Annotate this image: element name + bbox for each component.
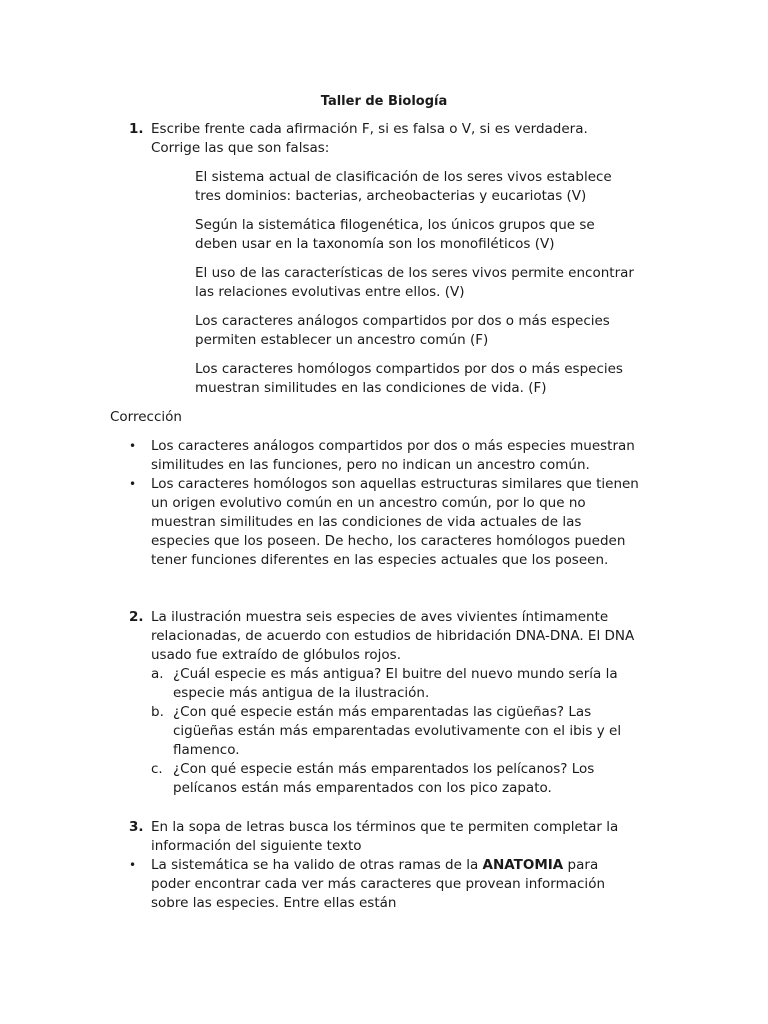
fill-in-text-after: para poder encontrar cada ver más caracteres que provean información sobre las especies. Entre ellas están [151,857,606,911]
question-1-text: Escribe frente cada afirmación F, si es falsa o V, si es verdadera. Corrige las que son falsas: [151,121,588,156]
bullet-icon: • [129,439,137,453]
sub-question-label: a. [151,666,164,682]
bullet-icon: • [129,858,137,872]
statement: El sistema actual de clasificación de los seres vivos establece tres dominios: bacterias, archeobacterias y eucariotas (V) [195,169,612,204]
statement-list [195,168,635,408]
sub-question-text: ¿Con qué especie están más emparentadas las cigüeñas? Las cigüeñas están más emparentadas evolutivamente con el ibis y el flamenco. [173,704,622,758]
page-title: Taller de Biología [320,94,448,109]
fill-in-keyword: ANATOMIA [482,857,564,873]
sub-question-text: ¿Con qué especie están más emparentados los pelícanos? Los pelícanos están más emparentados con los pico zapato. [173,761,595,796]
correction-item [129,437,639,475]
question-2-number: 2. [129,609,144,625]
sub-question-label: b. [151,704,164,720]
question-3-number: 3. [129,819,144,835]
question-1-number: 1. [129,121,144,137]
sub-question-label: c. [151,761,163,777]
correction-list [129,437,639,570]
correction-text: Los caracteres análogos compartidos por dos o más especies muestran similitudes en las funciones, pero no indican un ancestro común. [151,438,635,473]
correction-item [129,475,639,570]
fill-in-item [129,856,639,913]
statement: Según la sistemática filogenética, los únicos grupos que se deben usar en la taxonomía son los monofiléticos (V) [195,217,595,252]
statement: Los caracteres homólogos compartidos por dos o más especies muestran similitudes en las condiciones de vida. (F) [195,361,623,396]
correction-text: Los caracteres homólogos son aquellas estructuras similares que tienen un origen evolutivo común en un ancestro común, por lo que no muestran similitudes en las condiciones de vida actuales de las especies que los poseen. De hecho, los caracteres homólogos pueden tener funciones diferentes en las especies actuales que los poseen. [151,476,639,568]
statement: Los caracteres análogos compartidos por dos o más especies permiten establecer un ancestro común (F) [195,313,610,348]
question-1 [129,120,639,158]
sub-question [151,665,639,703]
correction-heading: Corrección [110,409,182,425]
question-2 [129,608,639,798]
question-3 [129,818,639,856]
bullet-icon: • [129,477,137,491]
sub-question [151,703,639,760]
fill-in-text-before: La sistemática se ha valido de otras ramas de la [151,857,483,873]
statement: El uso de las características de los seres vivos permite encontrar las relaciones evolutivas entre ellos. (V) [195,265,634,300]
sub-question-text: ¿Cuál especie es más antigua? El buitre del nuevo mundo sería la especie más antigua de la ilustración. [173,666,618,701]
sub-question-list [151,665,639,798]
question-3-text: En la sopa de letras busca los términos que te permiten completar la información del siguiente texto [151,819,619,854]
question-3-bullet [129,856,639,913]
sub-question [151,760,639,798]
question-2-text: La ilustración muestra seis especies de aves vivientes íntimamente relacionadas, de acuerdo con estudios de hibridación DNA-DNA. El DNA usado fue extraído de glóbulos rojos. [151,609,635,663]
